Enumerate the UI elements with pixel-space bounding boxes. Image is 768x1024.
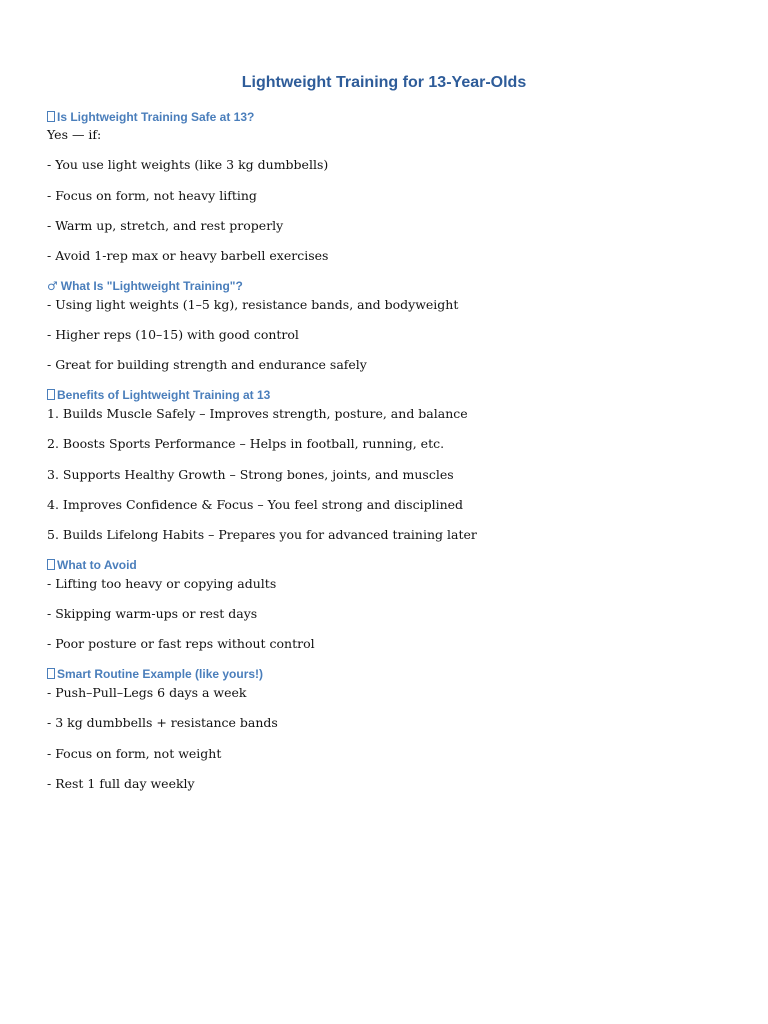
missing-glyph-icon [47, 111, 55, 122]
section-line: Yes — if: [47, 127, 102, 142]
missing-glyph-icon [47, 668, 55, 679]
section-line: 4. Improves Confidence & Focus – You feel strong and disciplined [47, 497, 464, 512]
section-line: - Avoid 1-rep max or heavy barbell exercises [47, 248, 329, 263]
section-line: - Lifting too heavy or copying adults [47, 576, 277, 591]
section-line: - You use light weights (like 3 kg dumbbells) [47, 157, 329, 172]
section-heading-text: What Is "Lightweight Training"? [60, 279, 243, 293]
section-line: - Great for building strength and endurance safely [47, 357, 367, 372]
section-line: - Push–Pull–Legs 6 days a week [47, 685, 247, 700]
section-line: - Skipping warm-ups or rest days [47, 606, 258, 621]
section-heading-routine [47, 666, 263, 682]
section-heading-text: Is Lightweight Training Safe at 13? [57, 110, 255, 124]
section-line: 3. Supports Healthy Growth – Strong bones, joints, and muscles [47, 467, 454, 482]
section-heading-safety [47, 109, 254, 125]
section-line: - Using light weights (1–5 kg), resistance bands, and bodyweight [47, 297, 459, 312]
section-line: 1. Builds Muscle Safely – Improves strength, posture, and balance [47, 406, 468, 421]
page-title: Lightweight Training for 13-Year-Olds [241, 74, 527, 91]
section-line: 2. Boosts Sports Performance – Helps in football, running, etc. [47, 436, 445, 451]
section-line: 5. Builds Lifelong Habits – Prepares you for advanced training later [47, 527, 477, 542]
section-line: - Focus on form, not weight [47, 746, 222, 761]
section-line: - Focus on form, not heavy lifting [47, 188, 257, 203]
male-sign-icon: ♂ [47, 279, 58, 293]
section-heading-text: What to Avoid [57, 558, 137, 572]
missing-glyph-icon [47, 559, 55, 570]
section-line: - Higher reps (10–15) with good control [47, 327, 299, 342]
section-heading-text: Smart Routine Example (like yours!) [57, 667, 264, 681]
section-line: - Warm up, stretch, and rest properly [47, 218, 284, 233]
section-line: - Poor posture or fast reps without control [47, 636, 315, 651]
section-heading-benefits [47, 387, 270, 403]
section-heading-definition [47, 278, 243, 294]
missing-glyph-icon [47, 389, 55, 400]
section-heading-avoid [47, 557, 137, 573]
section-line: - Rest 1 full day weekly [47, 776, 195, 791]
section-line: - 3 kg dumbbells + resistance bands [47, 715, 278, 730]
section-heading-text: Benefits of Lightweight Training at 13 [57, 388, 271, 402]
